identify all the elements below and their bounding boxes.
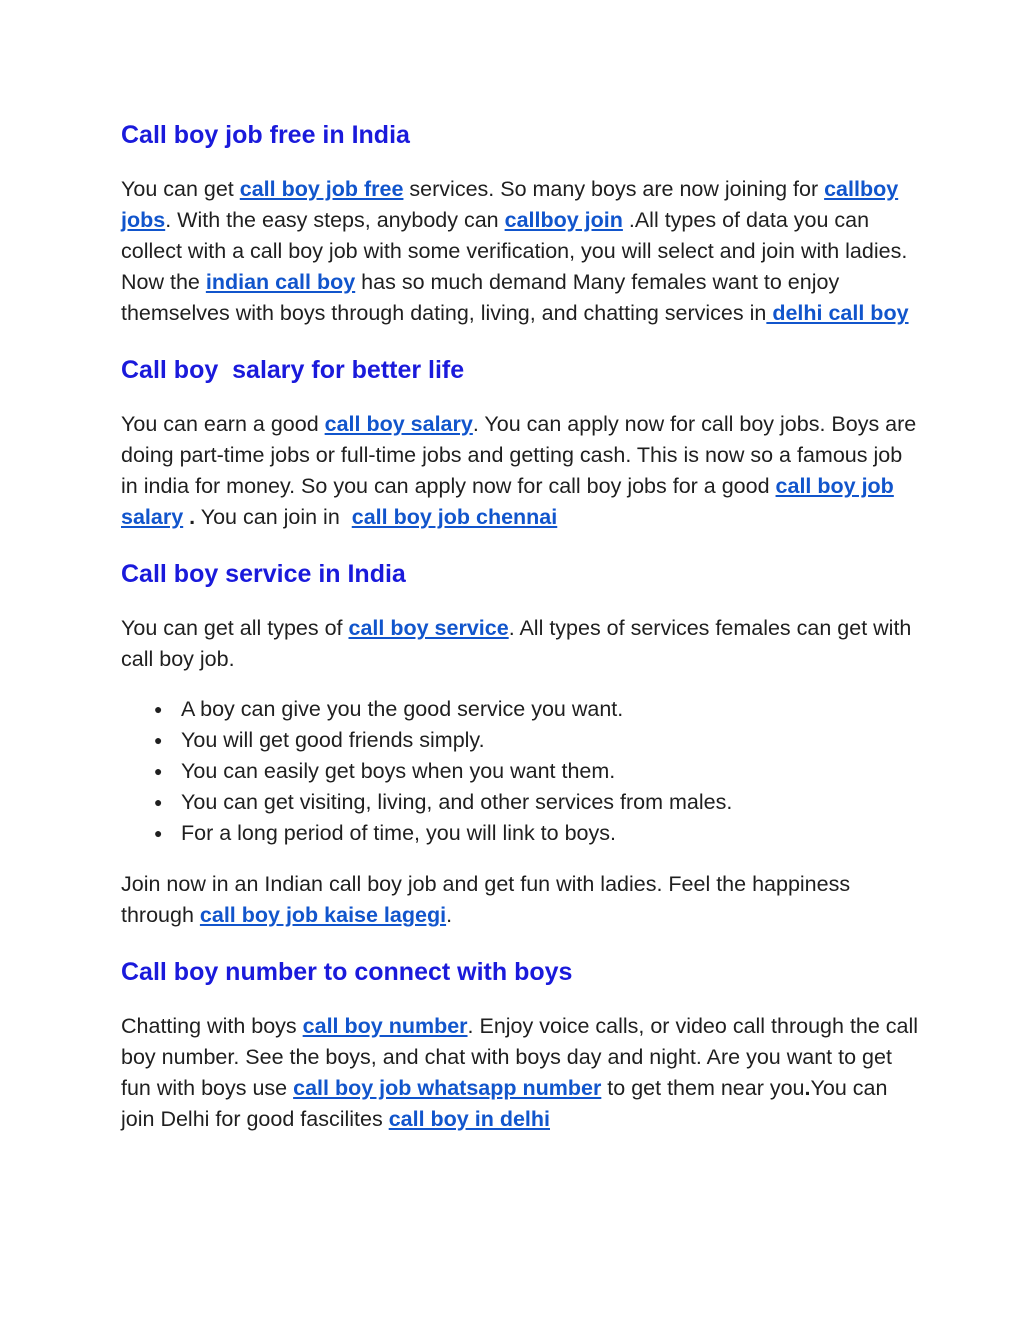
link-call-boy-service[interactable]: call boy service (348, 616, 509, 640)
link-call-boy-number[interactable]: call boy number (302, 1014, 468, 1038)
text: .All types of data you can collect with a call boy job with some verification, you will select and join with ladies. Now the (121, 208, 908, 294)
text: . (446, 903, 453, 927)
link-call-boy-job-salary[interactable]: call boy job salary (121, 474, 894, 529)
text: You can get (121, 177, 240, 201)
text: Chatting with boys (121, 1014, 303, 1038)
text: You can earn a good (121, 412, 325, 436)
text: services. So many boys are now joining for (403, 177, 825, 201)
text: . Enjoy voice calls, or video call through the call boy number. See the boys, and chat with boys day and night. Are you want to get fun with boys use (121, 1014, 919, 1100)
bold-period: . (804, 1076, 811, 1100)
link-call-boy-job-kaise-lagegi[interactable]: call boy job kaise lagegi (199, 903, 447, 927)
paragraph-job-free (121, 174, 924, 329)
list-item: ● You will get good friends simply. (121, 725, 924, 756)
list-item: ● A boy can give you the good service you want. (121, 694, 924, 725)
paragraph-salary (121, 409, 924, 533)
text: . You can apply now for call boy jobs. Boys are doing part-time jobs or full-time jobs and getting cash. This is now so a famous job in india for money. So you can apply now for call boy jobs for a good (121, 412, 917, 498)
text: . All types of services females can get with call boy job. (121, 616, 912, 671)
text: . With the easy steps, anybody can (165, 208, 505, 232)
link-call-boy-job-whatsapp-number[interactable]: call boy job whatsapp number (293, 1076, 602, 1100)
text: You can join in (195, 505, 352, 529)
link-delhi-call-boy[interactable]: delhi call boy (766, 301, 909, 325)
paragraph-number (121, 1011, 924, 1135)
link-call-boy-in-delhi[interactable]: call boy in delhi (388, 1107, 550, 1131)
bullet-list-services (121, 694, 924, 849)
list-item: ● You can easily get boys when you want them. (121, 756, 924, 787)
bold-period: . (189, 505, 196, 529)
list-item: ● For a long period of time, you will link to boys. (121, 818, 924, 849)
section-heading-job-free: Call boy job free in India (121, 121, 410, 149)
text: to get them near you (601, 1076, 805, 1100)
list-item: ● You can get visiting, living, and other services from males. (121, 787, 924, 818)
section-heading-salary: Call boy salary for better life (121, 356, 465, 384)
text: has so much demand Many females want to enjoy themselves with boys through dating, living, and chatting services in (121, 270, 840, 325)
paragraph-join-now (121, 869, 924, 931)
text: You can get all types of (121, 616, 349, 640)
link-call-boy-salary[interactable]: call boy salary (324, 412, 473, 436)
link-call-boy-job-free[interactable]: call boy job free (239, 177, 404, 201)
text: Join now in an Indian call boy job and get fun with ladies. Feel the happiness through (121, 872, 851, 927)
section-heading-number: Call boy number to connect with boys (121, 958, 573, 986)
link-call-boy-job-chennai[interactable]: call boy job chennai (351, 505, 558, 529)
link-callboy-join[interactable]: callboy join (504, 208, 623, 232)
link-callboy-jobs[interactable]: callboy jobs (121, 177, 899, 232)
paragraph-service (121, 613, 924, 675)
section-heading-service: Call boy service in India (121, 560, 406, 588)
text: You can join Delhi for good fascilites (121, 1076, 888, 1131)
link-indian-call-boy[interactable]: indian call boy (205, 270, 356, 294)
